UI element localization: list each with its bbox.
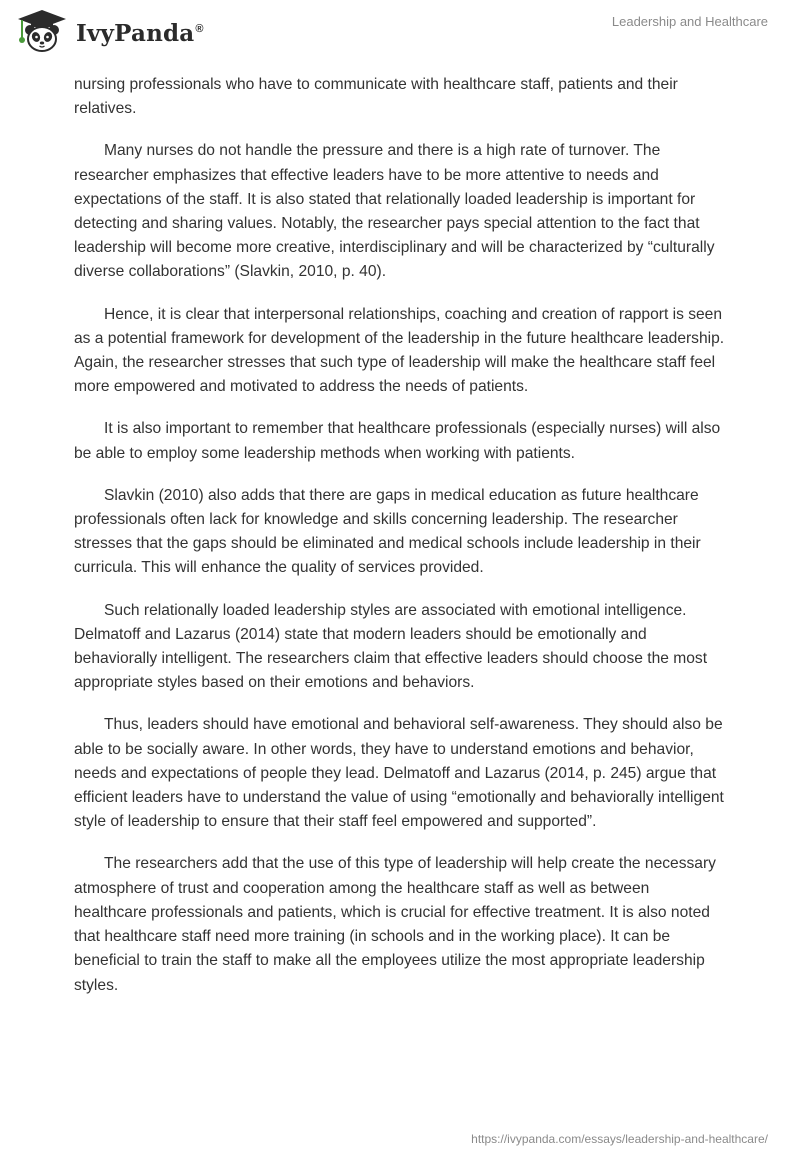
panda-graduation-cap-icon (14, 8, 70, 54)
essay-body (74, 73, 726, 1016)
paragraph-8: The researchers add that the use of this type of leadership will help create the necessary atmosphere of trust and cooperation among the healthcare staff as well as between healthcare professionals and patients, which is crucial for effective treatment. It is also noted that healthcare staff need more training (in schools and in the working place). It can be beneficial to train the staff to make all the employees utilize the most appropriate leadership styles. (74, 855, 716, 994)
paragraph-7: Thus, leaders should have emotional and behavioral self-awareness. They should also be able to be socially aware. In other words, they have to understand emotions and behavior, needs and expectations of people they lead. Delmatoff and Lazarus (2014, p. 245) argue that efficient leaders have to understand the value of using “emotionally and behaviorally intelligent style of leadership to ensure that their staff feel empowered and supported”. (74, 716, 724, 831)
paragraph-1: nursing professionals who have to communicate with healthcare staff, patients and their relatives. (74, 76, 678, 118)
brand-name: IvyPanda® (76, 19, 204, 47)
ivypanda-logo[interactable] (14, 8, 204, 54)
registered-mark: ® (195, 22, 204, 35)
source-url-link[interactable]: https://ivypanda.com/essays/leadership-and-healthcare/ (471, 1132, 768, 1146)
paragraph-4: It is also important to remember that healthcare professionals (especially nurses) will also be able to employ some leadership methods when working with patients. (74, 420, 721, 462)
paragraph-2: Many nurses do not handle the pressure and there is a high rate of turnover. The researcher emphasizes that effective leaders have to be more attentive to needs and expectations of the staff. It is also stated that relationally loaded leadership is important for detecting and sharing values. Notably, the researcher pays special attention to the fact that leadership will become more creative, interdisciplinary and will be characterized by “culturally diverse collaborations” (Slavkin, 2010, p. 40). (74, 142, 715, 281)
document-title: Leadership and Healthcare (611, 14, 768, 29)
paragraph-5: Slavkin (2010) also adds that there are gaps in medical education as future healthcare professionals often lack for knowledge and skills concerning leadership. The researcher stresses that the gaps should be eliminated and medical schools include leadership in their curricula. This will enhance the quality of services provided. (74, 486, 701, 577)
page-header (0, 0, 800, 64)
paragraph-6: Such relationally loaded leadership styles are associated with emotional intelligence. Delmatoff and Lazarus (2014) state that modern leaders should be emotionally and behaviorally intelligent. The researchers claim that effective leaders should choose the most appropriate styles based on their emotions and behaviors. (74, 601, 708, 692)
paragraph-3: Hence, it is clear that interpersonal relationships, coaching and creation of rapport is seen as a potential framework for development of the leadership in the future healthcare leadership. Again, the researcher stresses that such type of leadership will make the healthcare staff feel more empowered and motivated to address the needs of patients. (74, 305, 725, 396)
